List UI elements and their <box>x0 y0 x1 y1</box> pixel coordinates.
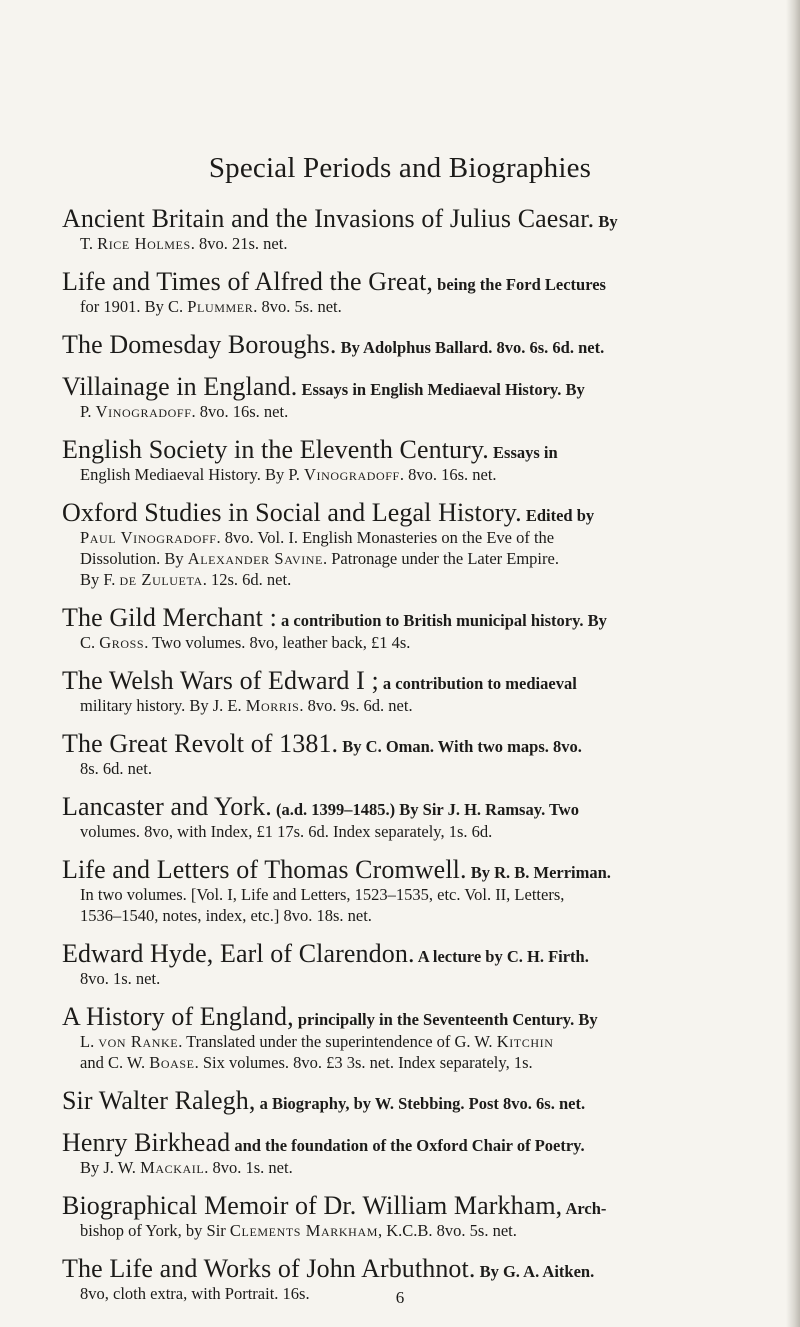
entry-first-line <box>62 204 768 233</box>
entry-title: Oxford Studies in Social and Legal History. <box>62 498 522 527</box>
entry-text: . 8vo. 9s. 6d. net. <box>299 696 413 715</box>
section-heading: Special Periods and Biographies <box>208 152 592 184</box>
entry-text: . 8vo. 1s. net. <box>204 1158 293 1177</box>
entry-text: By J. W. <box>80 1158 141 1177</box>
entry-description: a contribution to mediaeval <box>378 674 577 693</box>
entry-description: principally in the Seventeenth Century. By <box>293 1010 598 1029</box>
entry-first-line <box>62 855 768 884</box>
entry-text: . 8vo. Vol. I. English Monasteries on the Eve of the <box>216 528 555 547</box>
entry-description: Edited by <box>521 506 595 525</box>
catalogue-entry <box>62 498 768 590</box>
author-name: Vinogradoff <box>95 402 192 421</box>
entry-text: 8vo, cloth extra, with Portrait. 16s. <box>80 1284 310 1303</box>
entry-description: Arch- <box>562 1199 607 1218</box>
entry-first-line <box>62 666 768 695</box>
entry-title: Life and Times of Alfred the Great, <box>62 267 434 296</box>
entry-text: . 8vo. 16s. net. <box>191 402 289 421</box>
entry-detail-line <box>62 527 768 548</box>
entry-description: Essays in <box>488 443 558 462</box>
catalogue-entry <box>62 435 768 485</box>
entry-title: Sir Walter Ralegh, <box>62 1086 256 1115</box>
entry-text: bishop of York, by Sir <box>80 1221 230 1240</box>
entry-text: and C. W. <box>80 1053 150 1072</box>
author-name: Gross <box>99 633 145 652</box>
entry-detail-line <box>62 548 768 569</box>
catalogue-entry <box>62 729 768 779</box>
entry-description: By R. B. Merriman. <box>466 863 611 882</box>
author-name: de Zulueta <box>119 570 203 589</box>
entry-title: Life and Letters of Thomas Cromwell. <box>62 855 467 884</box>
entry-description: being the Ford Lectures <box>433 275 606 294</box>
author-name: Kitchin <box>496 1032 554 1051</box>
page-number: 6 <box>395 1288 405 1307</box>
entry-description: A lecture by C. H. Firth. <box>414 947 589 966</box>
entry-text: C. <box>80 633 100 652</box>
entry-text: . Two volumes. 8vo, leather back, £1 4s. <box>144 633 411 652</box>
entry-title: Henry Birkhead <box>62 1128 231 1157</box>
entry-text: for 1901. By C. <box>80 297 188 316</box>
entry-first-line <box>62 792 768 821</box>
entry-text: In two volumes. [Vol. I, Life and Letters, 1523–1535, etc. Vol. II, Letters, <box>80 885 565 904</box>
catalogue-entry <box>62 1191 768 1241</box>
entry-detail-line <box>62 632 768 653</box>
page-edge <box>786 0 800 1327</box>
entry-text: , K.C.B. 8vo. 5s. net. <box>377 1221 517 1240</box>
entry-detail-line <box>62 695 768 716</box>
entry-title: The Welsh Wars of Edward I ; <box>62 666 379 695</box>
entry-text: . 8vo. 16s. net. <box>399 465 497 484</box>
catalogue-entry <box>62 330 768 359</box>
entry-text: P. <box>80 402 96 421</box>
catalogue-entry <box>62 603 768 653</box>
entry-text: . 8vo. 21s. net. <box>190 234 288 253</box>
entry-text: . Patronage under the Later Empire. <box>323 549 559 568</box>
entry-first-line <box>62 372 768 401</box>
entry-title: The Gild Merchant : <box>62 603 277 632</box>
entry-title: The Domesday Boroughs. <box>62 330 337 359</box>
entry-text: L. <box>80 1032 99 1051</box>
entry-description: By Adolphus Ballard. 8vo. 6s. 6d. net. <box>336 338 605 357</box>
entry-first-line <box>62 603 768 632</box>
entry-text: . Translated under the superintendence of G. W. <box>178 1032 497 1051</box>
entry-detail-line <box>62 1031 768 1052</box>
catalogue-entry <box>62 267 768 317</box>
entry-detail-line <box>62 569 768 590</box>
entry-title: The Life and Works of John Arbuthnot. <box>62 1254 476 1283</box>
entry-text: . Six volumes. 8vo. £3 3s. net. Index separately, 1s. <box>194 1053 533 1072</box>
catalogue-entry <box>62 204 768 254</box>
author-name: Morris <box>245 696 300 715</box>
entry-text: 1536–1540, notes, index, etc.] 8vo. 18s. net. <box>80 906 372 925</box>
entry-detail-line <box>62 1052 768 1073</box>
entry-first-line <box>62 1254 768 1283</box>
entry-detail-line <box>62 1157 768 1178</box>
entry-first-line <box>62 1128 768 1157</box>
entry-title: Edward Hyde, Earl of Clarendon. <box>62 939 415 968</box>
author-name: Clements Markham <box>229 1221 378 1240</box>
author-name: Paul Vinogradoff <box>80 528 217 547</box>
entry-text: T. <box>80 234 98 253</box>
entry-description: and the foundation of the Oxford Chair of Poetry. <box>230 1136 585 1155</box>
entry-first-line <box>62 435 768 464</box>
entry-title: English Society in the Eleventh Century. <box>62 435 489 464</box>
catalogue-entry <box>62 1002 768 1073</box>
entry-first-line <box>62 330 768 359</box>
catalogue-entry <box>62 666 768 716</box>
catalogue-entry <box>62 1086 768 1115</box>
entry-first-line <box>62 1086 768 1115</box>
author-name: Mackail <box>140 1158 205 1177</box>
entry-description: By C. Oman. With two maps. 8vo. <box>338 737 582 756</box>
entry-description: (a.d. 1399–1485.) By Sir J. H. Ramsay. Two <box>271 800 579 819</box>
catalogue-entry <box>62 792 768 842</box>
entry-detail-line <box>62 905 768 926</box>
catalogue-entries <box>62 204 768 1317</box>
entry-text: 8vo. 1s. net. <box>80 969 161 988</box>
entry-detail-line <box>62 968 768 989</box>
entry-title: Villainage in England. <box>62 372 298 401</box>
entry-first-line <box>62 498 768 527</box>
author-name: von Ranke <box>98 1032 179 1051</box>
entry-title: A History of England, <box>62 1002 294 1031</box>
entry-description: a Biography, by W. Stebbing. Post 8vo. 6s. net. <box>255 1094 586 1113</box>
entry-detail-line <box>62 401 768 422</box>
entry-detail-line <box>62 758 768 779</box>
author-name: Rice Holmes <box>97 234 191 253</box>
entry-description: a contribution to British municipal history. By <box>276 611 607 630</box>
author-name: Boase <box>149 1053 195 1072</box>
entry-text: volumes. 8vo, with Index, £1 17s. 6d. Index separately, 1s. 6d. <box>80 822 493 841</box>
author-name: Alexander Savine <box>187 549 323 568</box>
author-name: Plummer <box>187 297 254 316</box>
catalogue-entry <box>62 939 768 989</box>
entry-first-line <box>62 267 768 296</box>
entry-detail-line <box>62 884 768 905</box>
entry-first-line <box>62 729 768 758</box>
author-name: Vinogradoff <box>303 465 400 484</box>
entry-text: English Mediaeval History. By P. <box>80 465 304 484</box>
entry-detail-line <box>62 1220 768 1241</box>
catalogue-entry <box>62 372 768 422</box>
entry-text: . 12s. 6d. net. <box>202 570 292 589</box>
entry-first-line <box>62 1191 768 1220</box>
entry-text: 8s. 6d. net. <box>80 759 152 778</box>
entry-detail-line <box>62 464 768 485</box>
entry-description: By <box>594 212 618 231</box>
entry-description: By G. A. Aitken. <box>475 1262 595 1281</box>
catalogue-entry <box>62 1128 768 1178</box>
entry-title: Biographical Memoir of Dr. William Markham, <box>62 1191 563 1220</box>
entry-title: Ancient Britain and the Invasions of Julius Caesar. <box>62 204 595 233</box>
entry-text: military history. By J. E. <box>80 696 246 715</box>
entry-text: . 8vo. 5s. net. <box>253 297 342 316</box>
catalogue-entry <box>62 855 768 926</box>
entry-first-line <box>62 1002 768 1031</box>
entry-description: Essays in English Mediaeval History. By <box>297 380 585 399</box>
entry-title: The Great Revolt of 1381. <box>62 729 339 758</box>
entry-detail-line <box>62 821 768 842</box>
entry-text: By F. <box>80 570 120 589</box>
entry-detail-line <box>62 233 768 254</box>
entry-first-line <box>62 939 768 968</box>
entry-title: Lancaster and York. <box>62 792 272 821</box>
entry-detail-line <box>62 296 768 317</box>
entry-text: Dissolution. By <box>80 549 188 568</box>
